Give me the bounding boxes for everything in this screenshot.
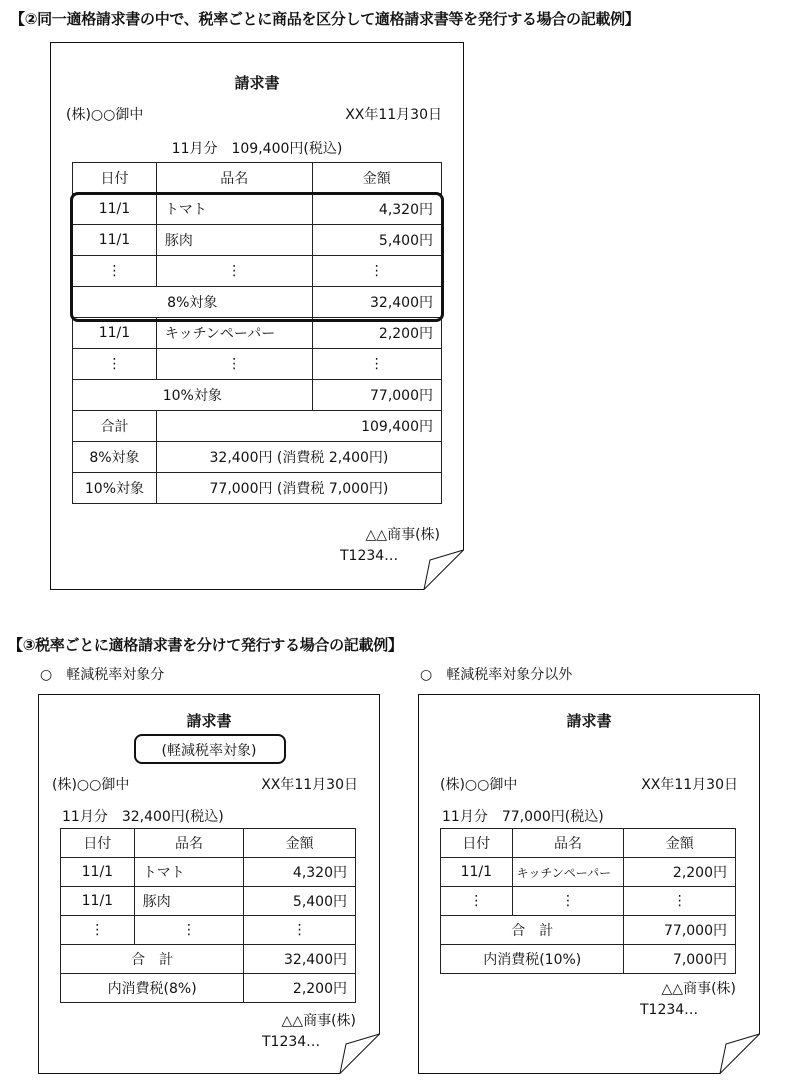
tax-8-row xyxy=(73,442,442,473)
cell-date: 11/1 xyxy=(73,318,157,349)
cell-amount: 5,400円 xyxy=(312,225,441,256)
cell-ellipsis: ⋮ xyxy=(156,256,312,287)
header-item: 品名 xyxy=(156,163,312,194)
cell-item: 豚肉 xyxy=(134,887,244,916)
right-caption: ○ 軽減税率対象分以外 xyxy=(420,667,573,683)
header-date: 日付 xyxy=(73,163,157,194)
header-item: 品名 xyxy=(134,829,244,858)
invoice-table xyxy=(60,828,356,1003)
section2-heading: 【②同一適格請求書の中で、税率ごとに商品を区分して適格請求書等を発行する場合の記載例】 xyxy=(10,10,640,28)
tax-label: 内消費税(8%) xyxy=(61,974,244,1003)
total-label: 合計 xyxy=(73,411,157,442)
table-row xyxy=(73,318,442,349)
invoice-combined xyxy=(50,42,464,590)
total-amount: 77,000円 xyxy=(624,916,736,945)
tax-row xyxy=(61,974,356,1003)
issuer-name: △△商事(株) xyxy=(365,527,440,543)
total-amount: 109,400円 xyxy=(156,411,441,442)
header-item: 品名 xyxy=(512,829,624,858)
subtotal-8-label: 8%対象 xyxy=(73,287,313,318)
cell-date: 11/1 xyxy=(73,194,157,225)
table-header-row xyxy=(61,829,356,858)
header-date: 日付 xyxy=(61,829,135,858)
table-header-row xyxy=(73,163,442,194)
tax-8-detail: 32,400円 (消費税 2,400円) xyxy=(156,442,441,473)
invoice-summary: 11月分 77,000円(税込) xyxy=(442,809,604,825)
cell-item: 豚肉 xyxy=(156,225,312,256)
registration-number: T1234… xyxy=(340,548,399,564)
reduced-rate-badge-label: (軽減税率対象) xyxy=(161,743,257,759)
issuer-name: △△商事(株) xyxy=(661,981,736,997)
cell-ellipsis: ⋮ xyxy=(312,256,441,287)
tax-amount: 2,200円 xyxy=(244,974,356,1003)
total-row xyxy=(441,916,736,945)
invoice-summary: 11月分 109,400円(税込) xyxy=(171,141,343,157)
cell-item: トマト xyxy=(134,858,244,887)
header-amount: 金額 xyxy=(624,829,736,858)
table-row xyxy=(61,887,356,916)
cell-item: キッチンペーパー xyxy=(512,858,624,887)
table-row xyxy=(73,349,442,380)
invoice-standard-rate xyxy=(418,694,760,1074)
total-row xyxy=(73,411,442,442)
cell-date: 11/1 xyxy=(441,858,513,887)
invoice-table xyxy=(440,828,736,974)
cell-ellipsis: ⋮ xyxy=(73,349,157,380)
cell-ellipsis: ⋮ xyxy=(61,916,135,945)
invoice-date: XX年11月30日 xyxy=(641,777,738,793)
table-row xyxy=(441,858,736,887)
cell-ellipsis: ⋮ xyxy=(441,887,513,916)
table-row xyxy=(441,887,736,916)
subtotal-10-label: 10%対象 xyxy=(73,380,313,411)
cell-ellipsis: ⋮ xyxy=(73,256,157,287)
tax-row xyxy=(441,945,736,974)
invoice-title: 請求書 xyxy=(186,712,232,730)
header-amount: 金額 xyxy=(244,829,356,858)
cell-ellipsis: ⋮ xyxy=(156,349,312,380)
cell-ellipsis: ⋮ xyxy=(312,349,441,380)
total-row xyxy=(61,945,356,974)
total-label: 合 計 xyxy=(61,945,244,974)
invoice-date: XX年11月30日 xyxy=(345,107,442,123)
cell-ellipsis: ⋮ xyxy=(134,916,244,945)
cell-date: 11/1 xyxy=(61,887,135,916)
reduced-rate-highlight-box xyxy=(70,192,444,322)
invoice-summary: 11月分 32,400円(税込) xyxy=(62,809,224,825)
cell-ellipsis: ⋮ xyxy=(244,916,356,945)
cell-ellipsis: ⋮ xyxy=(512,887,624,916)
table-row xyxy=(61,858,356,887)
tax-amount: 7,000円 xyxy=(624,945,736,974)
tax-label: 内消費税(10%) xyxy=(441,945,624,974)
left-caption: ○ 軽減税率対象分 xyxy=(40,667,165,683)
cell-amount: 4,320円 xyxy=(244,858,356,887)
cell-ellipsis: ⋮ xyxy=(624,887,736,916)
tax-10-row xyxy=(73,473,442,504)
registration-number: T1234… xyxy=(640,1002,699,1018)
cell-amount: 2,200円 xyxy=(312,318,441,349)
cell-item: トマト xyxy=(156,194,312,225)
issuer-name: △△商事(株) xyxy=(281,1013,356,1029)
section3-heading: 【③税率ごとに適格請求書を分けて発行する場合の記載例】 xyxy=(8,636,403,654)
tax-10-label: 10%対象 xyxy=(73,473,157,504)
cell-date: 11/1 xyxy=(73,225,157,256)
cell-date: 11/1 xyxy=(61,858,135,887)
invoice-date: XX年11月30日 xyxy=(261,777,358,793)
cell-amount: 5,400円 xyxy=(244,887,356,916)
invoice-title: 請求書 xyxy=(566,712,612,730)
registration-number: T1234… xyxy=(262,1034,321,1050)
addressee: (株)○○御中 xyxy=(52,777,130,793)
header-amount: 金額 xyxy=(312,163,441,194)
table-row xyxy=(61,916,356,945)
invoice-title: 請求書 xyxy=(234,74,280,92)
addressee: (株)○○御中 xyxy=(440,777,518,793)
subtotal-8-amount: 32,400円 xyxy=(312,287,441,318)
total-amount: 32,400円 xyxy=(244,945,356,974)
cell-item: キッチンペーパー xyxy=(156,318,312,349)
cell-amount: 4,320円 xyxy=(312,194,441,225)
header-date: 日付 xyxy=(441,829,513,858)
addressee: (株)○○御中 xyxy=(66,107,144,123)
tax-8-label: 8%対象 xyxy=(73,442,157,473)
subtotal-10-row xyxy=(73,380,442,411)
cell-amount: 2,200円 xyxy=(624,858,736,887)
tax-10-detail: 77,000円 (消費税 7,000円) xyxy=(156,473,441,504)
invoice-reduced-rate xyxy=(38,694,380,1074)
subtotal-10-amount: 77,000円 xyxy=(312,380,441,411)
table-header-row xyxy=(441,829,736,858)
total-label: 合 計 xyxy=(441,916,624,945)
